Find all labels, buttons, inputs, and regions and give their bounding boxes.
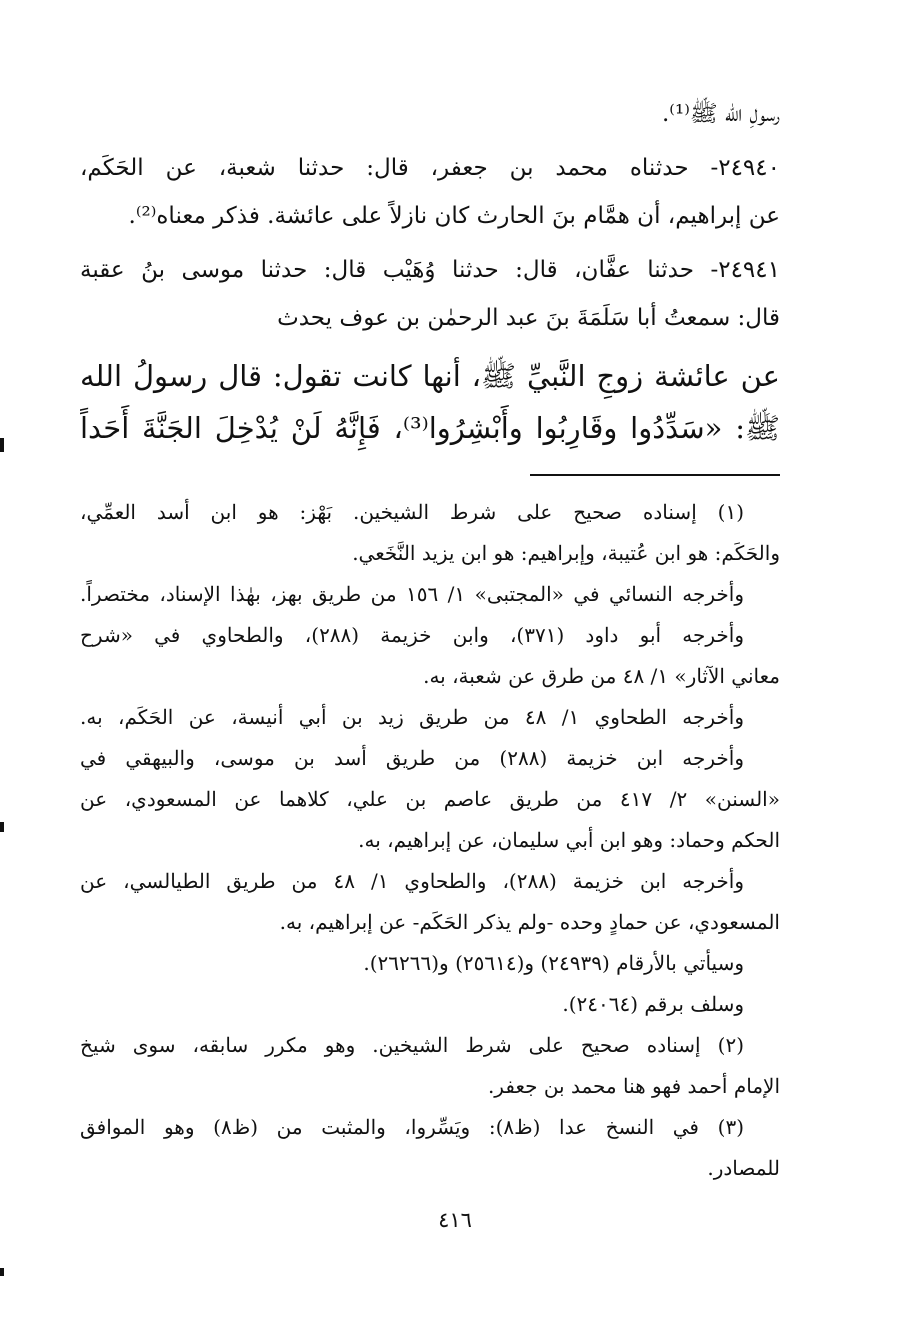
footnote-line: وسيأتي بالأرقام (٢٤٩٣٩) و(٢٥٦١٤) و(٢٦٢٦٦).	[363, 951, 744, 975]
footnote-line: الحكم وحماد: وهو ابن أبي سليمان، عن إبراهيم، به.	[358, 828, 780, 852]
hadith-24940-line: عن إبراهيم، أن همَّام بنَ الحارث كان نازلاً على عائشة. فذكر معناه⁽²⁾.	[128, 203, 780, 229]
main-text	[80, 90, 780, 454]
footnote-line: (١) إسناده صحيح على شرط الشيخين. بَهْز: هو ابن أسد العمِّي،	[80, 500, 744, 524]
footnote-line: وسلف برقم (٢٤٠٦٤).	[562, 992, 744, 1016]
page-number: ٤١٦	[438, 1208, 472, 1232]
footnote-line: والحَكَم: هو ابن عُتيبة، وإبراهيم: هو ابن يزيد النَّخَعي.	[352, 541, 780, 565]
hadith-24940	[80, 144, 780, 240]
opening-line: رسولِ الله ﷺ⁽¹⁾.	[662, 101, 780, 127]
footnote-line: «السنن» ٢/ ٤١٧ من طريق عاصم بن علي، كلاهما عن المسعودي، عن	[80, 787, 780, 811]
footnote-separator	[530, 474, 780, 476]
hadith-24941-text-line: ﷺ: «سَدِّدُوا وقَارِبُوا وأَبْشِرُوا⁽³⁾، فَإِنَّهُ لَنْ يُدْخِلَ الجَنَّةَ أَحَداً	[80, 411, 780, 445]
hadith-24941-isnad-line: ٢٤٩٤١- حدثنا عفَّان، قال: حدثنا وُهَيْب قال: حدثنا موسى بنُ عقبة	[80, 257, 780, 283]
hadith-24941-text	[80, 350, 780, 454]
footnote-2	[80, 1025, 780, 1107]
footnote-line: وأخرجه الطحاوي ١/ ٤٨ من طريق زيد بن أبي أنيسة، عن الحَكَم، به.	[80, 705, 744, 729]
footnote-line: للمصادر.	[707, 1156, 780, 1180]
hadith-24941-isnad-line: قال: سمعتُ أبا سَلَمَةَ بنَ عبد الرحمٰن بن عوف يحدث	[277, 305, 780, 331]
hadith-24940-line: ٢٤٩٤٠- حدثناه محمد بن جعفر، قال: حدثنا شعبة، عن الحَكَم،	[80, 155, 780, 181]
footnote-line: وأخرجه النسائي في «المجتبى» ١/ ١٥٦ من طريق بهز، بهٰذا الإسناد، مختصراً.	[80, 582, 744, 606]
footnote-line: وأخرجه ابن خزيمة (٢٨٨) من طريق أسد بن موسى، والبيهقي في	[80, 746, 745, 770]
hadith-24941-isnad	[80, 246, 780, 342]
scan-edge-mark	[0, 438, 4, 452]
footnote-line: (٢) إسناده صحيح على شرط الشيخين. وهو مكرر سابقه، سوى شيخ	[80, 1033, 744, 1057]
footnote-3	[80, 1107, 780, 1189]
footnote-1	[80, 492, 780, 1025]
hadith-24941-text-line: عن عائشة زوجِ النَّبيِّ ﷺ، أنها كانت تقول: قال رسولُ الله	[80, 359, 780, 393]
footnotes	[80, 492, 780, 1189]
footnote-line: معاني الآثار» ١/ ٤٨ من طرق عن شعبة، به.	[423, 664, 780, 688]
footnote-line: وأخرجه ابن خزيمة (٢٨٨)، والطحاوي ١/ ٤٨ من طريق الطيالسي، عن	[80, 869, 744, 893]
footnote-line: الإمام أحمد فهو هنا محمد بن جعفر.	[487, 1074, 780, 1098]
scan-edge-mark	[0, 1268, 4, 1276]
scan-edge-mark	[0, 822, 4, 832]
footnote-line: (٣) في النسخ عدا (ظ٨): ويَسِّروا، والمثبت من (ظ٨) وهو الموافق	[80, 1115, 744, 1139]
footnote-line: المسعودي، عن حمادٍ وحده -ولم يذكر الحَكَم- عن إبراهيم، به.	[279, 910, 780, 934]
page-body	[80, 90, 780, 1189]
footnote-line: وأخرجه أبو داود (٣٧١)، وابن خزيمة (٢٨٨)، والطحاوي في «شرح	[80, 623, 745, 647]
